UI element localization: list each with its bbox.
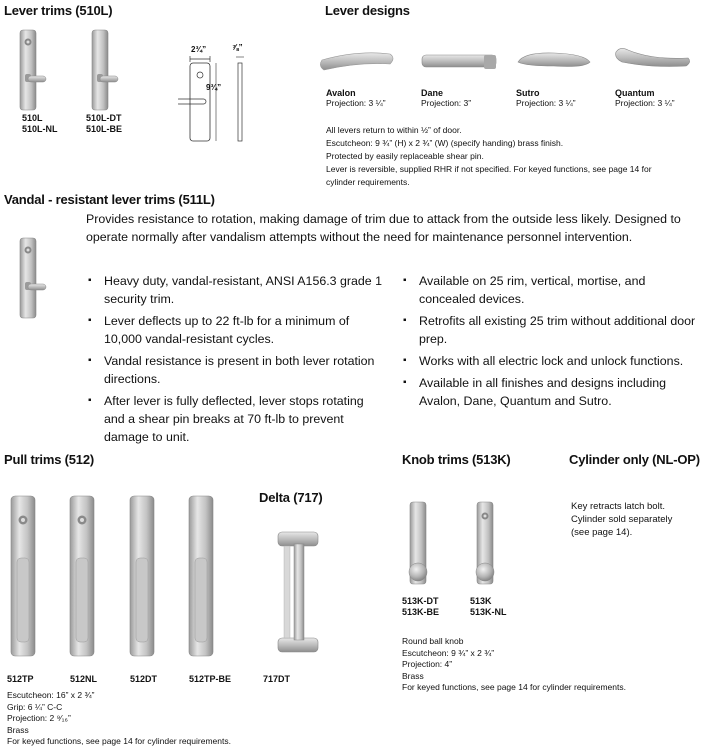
knob-trims-title: Knob trims (513K) (402, 452, 511, 467)
lever-note-shear-pin: Protected by easily replaceable shear pin. (326, 151, 484, 161)
cylinder-note-key: Key retracts latch bolt. (571, 501, 665, 512)
lever-note-cylinder: cylinder requirements. (326, 177, 410, 187)
vandal-intro: Provides resistance to rotation, making damage of trim due to attack from the outside less likely. Designed to operate normally after vandalism attempts without the need for maintenance personnel intervention. (86, 212, 681, 244)
delta-title: Delta (717) (259, 490, 323, 505)
vandal-bullet: ▪ Vandal resistance is present in both lever rotation directions. (86, 352, 384, 388)
dim-thickness: ⅞” (232, 43, 243, 52)
vandal-bullet: ▪ Available in all finishes and designs including Avalon, Dane, Quantum and Sutro. (401, 374, 701, 410)
vandal-title: Vandal - resistant lever trims (511L) (4, 192, 215, 207)
caption-510l-nl: 510L-NL (22, 124, 58, 134)
dane-lever-image (420, 50, 500, 74)
pull-note-projection: Projection: 2 ⁹⁄₁₆” (7, 713, 71, 723)
sutro-lever-image (514, 48, 594, 74)
knob-note-material: Brass (402, 670, 424, 681)
dim-height: 9¾” (206, 83, 222, 92)
delta-label-717dt: 717DT (263, 674, 291, 684)
knob-trim-513k-dt-image (402, 500, 436, 588)
pull-note-cylinder: For keyed functions, see page 14 for cylinder requirements. (7, 736, 231, 746)
pull-trim-512dt-image (127, 494, 159, 660)
vandal-bullets-left (86, 272, 384, 450)
lever-note-escutcheon: Escutcheon: 9 ¾” (H) x 2 ¾” (W) (specify handing) brass finish. (326, 138, 564, 148)
lever-trim-dimension-drawing (178, 55, 258, 145)
caption-513k-dt: 513K-DT (402, 596, 439, 606)
lever-note-return: All levers return to within ½” of door. (326, 125, 462, 135)
knob-note-escutcheon: Escutcheon: 9 ¾” x 2 ¾” (402, 647, 495, 658)
vandal-bullet: ▪ After lever is fully deflected, lever stops rotating and a shear pin breaks at 70 ft-lb to prevent damage to unit. (86, 392, 384, 446)
knob-note-type: Round ball knob (402, 636, 464, 646)
pull-trim-512nl-image (67, 494, 99, 660)
vandal-bullet: ▪ Retrofits all existing 25 trim without additional door prep. (401, 312, 701, 348)
cylinder-note-sold: Cylinder sold separately (571, 514, 673, 525)
lever-name-quantum: Quantum (615, 88, 655, 98)
caption-513k: 513K (470, 596, 492, 606)
knob-trim-513k-image (469, 500, 503, 588)
pull-note-escutcheon: Escutcheon: 16” x 2 ¾” (7, 690, 95, 700)
lever-name-dane: Dane (421, 88, 444, 98)
lever-projection-quantum: Projection: 3 ¼” (615, 98, 675, 108)
dim-width: 2¾” (191, 45, 207, 54)
caption-510l-be: 510L-BE (86, 124, 123, 134)
quantum-lever-image (612, 44, 694, 74)
lever-trim-510l-image (18, 28, 48, 112)
pull-label-512dt: 512DT (130, 674, 158, 684)
pull-note-material: Brass (7, 724, 29, 735)
pull-trims-title: Pull trims (512) (4, 452, 94, 467)
delta-pull-image (276, 528, 324, 658)
cylinder-title: Cylinder only (NL-OP) (569, 452, 700, 467)
lever-name-avalon: Avalon (326, 88, 356, 98)
caption-510l: 510L (22, 113, 43, 123)
knob-note-projection: Projection: 4” (402, 659, 453, 669)
pull-label-512tp: 512TP (7, 674, 34, 684)
lever-trims-title: Lever trims (510L) (4, 3, 113, 18)
pull-label-512tp-be: 512TP-BE (189, 674, 232, 684)
lever-note-reversible: Lever is reversible, supplied RHR if not specified. For keyed functions, see page 14 for (326, 164, 652, 174)
knob-note-cylinder: For keyed functions, see page 14 for cylinder requirements. (402, 682, 626, 692)
caption-513k-nl: 513K-NL (470, 607, 507, 617)
pull-trim-512tp-image (8, 494, 40, 660)
pull-trim-512tp-be-image (186, 494, 218, 660)
cylinder-note-page: (see page 14). (571, 527, 633, 538)
avalon-lever-image (318, 48, 396, 76)
caption-510l-dt: 510L-DT (86, 113, 122, 123)
lever-projection-dane: Projection: 3” (421, 98, 472, 108)
lever-trim-510l-dt-image (90, 28, 120, 112)
caption-513k-be: 513K-BE (402, 607, 440, 617)
vandal-bullet: ▪ Heavy duty, vandal-resistant, ANSI A156.3 grade 1 security trim. (86, 272, 384, 308)
vandal-bullet: ▪ Available on 25 rim, vertical, mortise, and concealed devices. (401, 272, 701, 308)
pull-label-512nl: 512NL (70, 674, 98, 684)
lever-projection-avalon: Projection: 3 ¼” (326, 98, 386, 108)
vandal-trim-image (18, 236, 48, 320)
lever-designs-title: Lever designs (325, 3, 410, 18)
lever-projection-sutro: Projection: 3 ¼” (516, 98, 576, 108)
vandal-bullet: ▪ Works with all electric lock and unlock functions. (401, 352, 701, 370)
pull-note-grip: Grip: 6 ¼” C-C (7, 701, 63, 712)
vandal-bullet: ▪ Lever deflects up to 22 ft-lb for a minimum of 10,000 vandal-resistant cycles. (86, 312, 384, 348)
lever-name-sutro: Sutro (516, 88, 540, 98)
vandal-bullets-right (401, 272, 701, 414)
